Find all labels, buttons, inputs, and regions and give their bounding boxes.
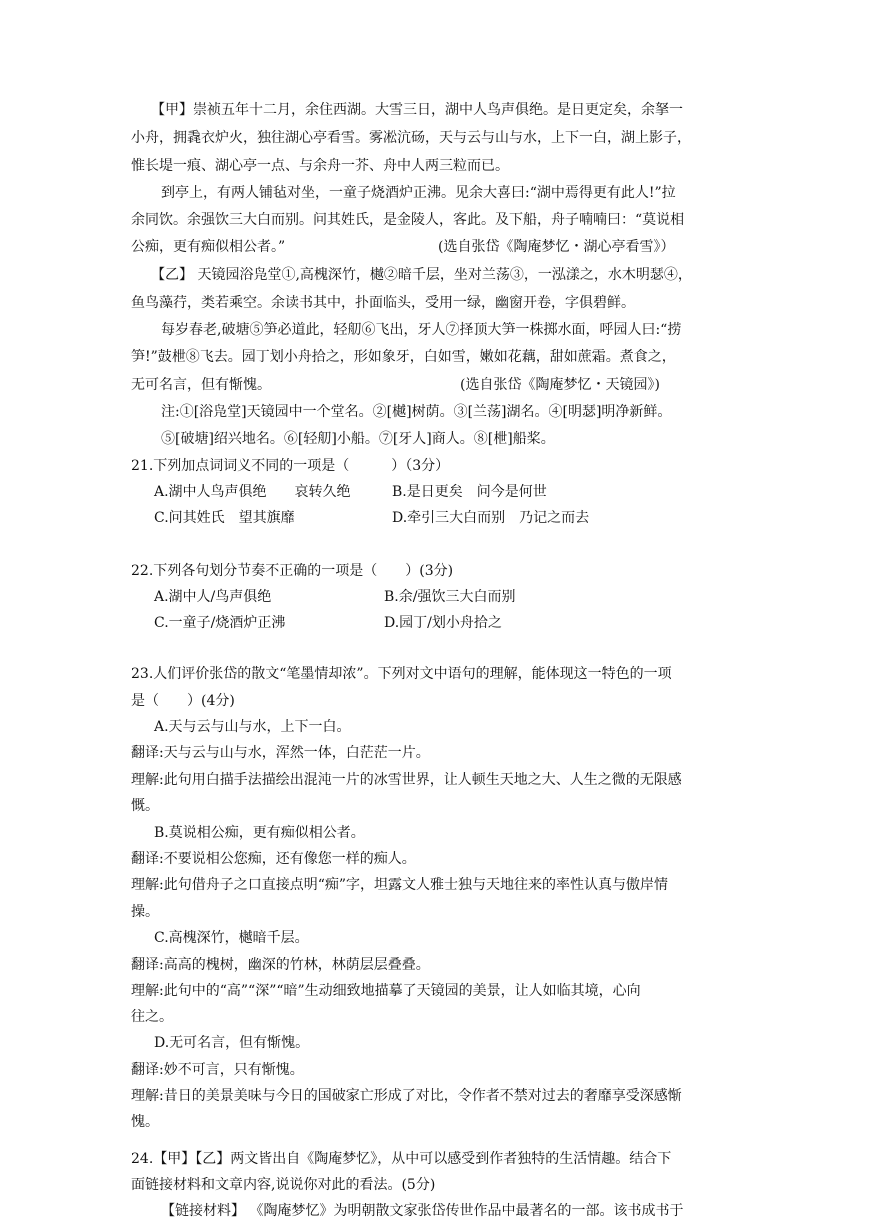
passage-jia-line-5: 余同饮。余强饮三大白而别。问其姓氏，是金陵人，客此。及下船，舟子喃喃曰：“莫说相 [131,212,685,228]
passage-yi-line-5: 无可名言，但有惭愧。 [131,377,271,393]
q23-option-d: D.无可名言，但有惭愧。 [154,1035,310,1051]
q24-stem-line-2: 面链接材料和文章内容,说说你对此的看法。(5分) [131,1177,436,1193]
q23-option-b-translation: 翻译:不要说相公您痴，还有像您一样的痴人。 [131,851,416,867]
q22-option-b: B.余/强饮三大白而别 [384,589,516,605]
passage-yi-source: (选自张岱《陶庵梦忆・天镜园》) [460,377,660,393]
passage-yi-line-2: 鱼鸟藻荇，类若乘空。余读书其中，扑面临头，受用一绿，幽窗开卷，字俱碧鲜。 [131,295,635,311]
q23-option-a-understanding-2: 慨。 [131,798,159,814]
q23-option-a-understanding-1: 理解:此句用白描手法描绘出混沌一片的冰雪世界，让人顿生天地之大、人生之微的无限感 [131,772,682,788]
q22-stem: 22.下列各句划分节奏不正确的一项是（ ）(3分) [131,563,454,579]
q23-option-d-translation: 翻译:妙不可言，只有惭愧。 [131,1062,304,1078]
q21-option-b: B.是日更矣 问今是何世 [392,484,547,500]
q21-stem: 21.下列加点词词义不同的一项是（ ）（3分） [131,458,450,474]
passage-yi-line-1: 【乙】 天镜园浴凫堂①,高槐深竹，樾②暗千层，坐对兰荡③，一泓漾之，水木明瑟④， [151,267,692,283]
passage-jia-line-2: 小舟，拥毳衣炉火，独往湖心亭看雪。雾凇沆砀，天与云与山与水，上下一白，湖上影子， [131,130,691,146]
q23-option-a-translation: 翻译:天与云与山与水，浑然一体，白茫茫一片。 [131,745,430,761]
passage-jia-source: (选自张岱《陶庵梦忆・湖心亭看雪》） [438,239,675,255]
passage-yi-line-4: 笋!”鼓枻⑧飞去。园丁划小舟拾之，形如象牙，白如雪，嫩如花藕，甜如蔗霜。煮食之， [131,349,676,365]
q22-option-a: A.湖中人/鸟声俱绝 [154,589,272,605]
q23-option-c: C.高槐深竹，樾暗千层。 [154,930,309,946]
q24-stem-line-1: 24.【甲】【乙】两文皆出自《陶庵梦忆》，从中可以感受到作者独特的生活情趣。结合下 [131,1151,672,1167]
q23-option-b: B.莫说相公痴，更有痴似相公者。 [154,825,365,841]
q23-option-b-understanding-2: 操。 [131,904,159,920]
q23-option-c-understanding-2: 往之。 [131,1009,173,1025]
q23-option-b-understanding-1: 理解:此句借舟子之口直接点明“痴”字，坦露文人雅士独与天地往来的率性认真与傲岸情 [131,877,669,893]
q22-option-c: C.一童子/烧酒炉正沸 [154,615,286,631]
passage-jia-line-4: 到亭上，有两人铺毡对坐，一童子烧酒炉正沸。见余大喜曰:“湖中焉得更有此人!”拉 [161,185,676,201]
notes-line-2: ⑤[破塘]绍兴地名。⑥[轻舠]小船。⑦[牙人]商人。⑧[枻]船桨。 [161,431,555,447]
q24-link-material: 【链接材料】 《陶庵梦忆》为明朝散文家张岱传世作品中最著名的一部。该书成书于 [161,1203,684,1219]
passage-jia-line-6: 公痴，更有痴似相公者。” [131,239,286,255]
passage-jia-line-1: 【甲】崇祯五年十二月，余住西湖。大雪三日，湖中人鸟声俱绝。是日更定矣，余拏一 [151,102,683,118]
q21-option-c: C.问其姓氏 望其旗靡 [154,510,295,526]
q23-option-c-understanding-1: 理解:此句中的“高”“深”“暗”生动细致地描摹了天镜园的美景，让人如临其境，心向 [131,983,641,999]
q23-option-d-understanding-2: 愧。 [131,1114,159,1130]
passage-yi-line-3: 每岁春老,破塘⑤笋必道此，轻舠⑥飞出，牙人⑦择顶大笋一株掷水面，呼园人曰:“捞 [161,322,682,338]
q23-stem-line-2: 是（ ）(4分) [131,693,235,709]
q22-option-d: D.园丁/划小舟拾之 [384,615,502,631]
q23-option-c-translation: 翻译:高高的槐树，幽深的竹林，林荫层层叠叠。 [131,957,430,973]
q23-option-a: A.天与云与山与水，上下一白。 [154,719,351,735]
q21-option-d: D.牵引三大白而别 乃记之而去 [392,510,590,526]
q21-option-a: A.湖中人鸟声俱绝 哀转久绝 [154,484,351,500]
notes-line-1: 注:①[浴凫堂]天镜园中一个堂名。②[樾]树荫。③[兰荡]湖名。④[明瑟]明净新鲜。 [161,404,672,420]
q23-stem-line-1: 23.人们评价张岱的散文“笔墨情却浓”。下列对文中语句的理解，能体现这一特色的一项 [131,666,672,682]
q23-option-d-understanding-1: 理解:昔日的美景美味与今日的国破家亡形成了对比，令作者不禁对过去的奢靡享受深感惭 [131,1088,682,1104]
passage-jia-line-3: 惟长堤一痕、湖心亭一点、与余舟一芥、舟中人两三粒而已。 [131,158,509,174]
